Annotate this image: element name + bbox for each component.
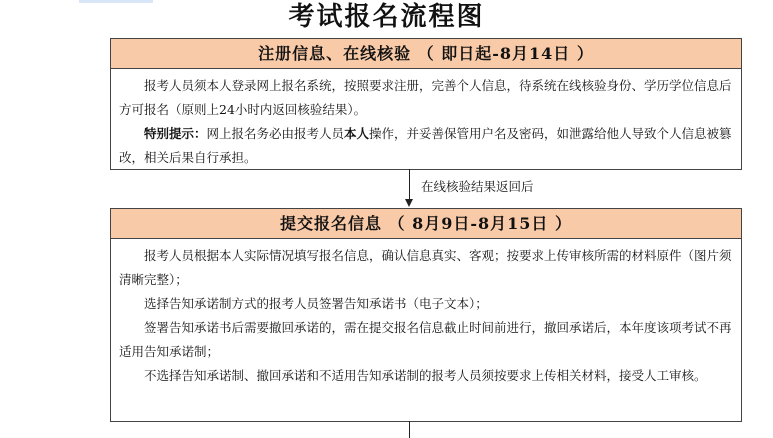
notice-text-after: 操作，并妥善保管用户名及密码，如泄露给他人导致个人信息被篡改，相关后果自行承担。 <box>119 126 732 165</box>
step-paragraph: 报考人员须本人登录网上报名系统，按照要求注册，完善个人信息，待系统在线核验身份、学历学位信息后方可报名（原则上24小时内返回核验结果）。 <box>119 78 732 117</box>
step-body <box>111 69 741 175</box>
notice-prefix: 特别提示： <box>144 126 207 141</box>
step-paragraph: 报考人员根据本人实际情况填写报名信息，确认信息真实、客观；按要求上传审核所需的材料原件（图片须清晰完整）； <box>119 248 732 287</box>
arrow-down-icon <box>405 199 413 207</box>
step-heading: 注册信息、在线核验 （ 即日起-8月14日 ） <box>111 39 741 69</box>
step-box-submit <box>110 208 742 422</box>
connector-label: 在线核验结果返回后 <box>421 179 534 194</box>
step-paragraph: 签署告知承诺书后需要撤回承诺的，需在提交报名信息截止时间前进行，撤回承诺后，本年度该项考试不再适用告知承诺制； <box>119 320 732 359</box>
connector-line <box>409 169 410 201</box>
step-paragraph: 不选择告知承诺制、撤回承诺和不适用告知承诺制的报考人员须按要求上传相关材料，接受人工审核。 <box>144 368 707 383</box>
step-body <box>111 239 741 393</box>
step-heading: 提交报名信息 （ 8月9日-8月15日 ） <box>111 209 741 239</box>
step-box-register <box>110 38 742 170</box>
page-title: 考试报名流程图 <box>288 2 485 32</box>
step-paragraph-notice <box>119 122 733 170</box>
connector-line-continue <box>409 421 410 438</box>
notice-text-before: 网上报名务必由报考人员 <box>206 126 345 141</box>
step-paragraph: 选择告知承诺制方式的报考人员签署告知承诺书（电子文本）； <box>144 296 488 311</box>
notice-emphasis: 本人 <box>344 126 370 141</box>
